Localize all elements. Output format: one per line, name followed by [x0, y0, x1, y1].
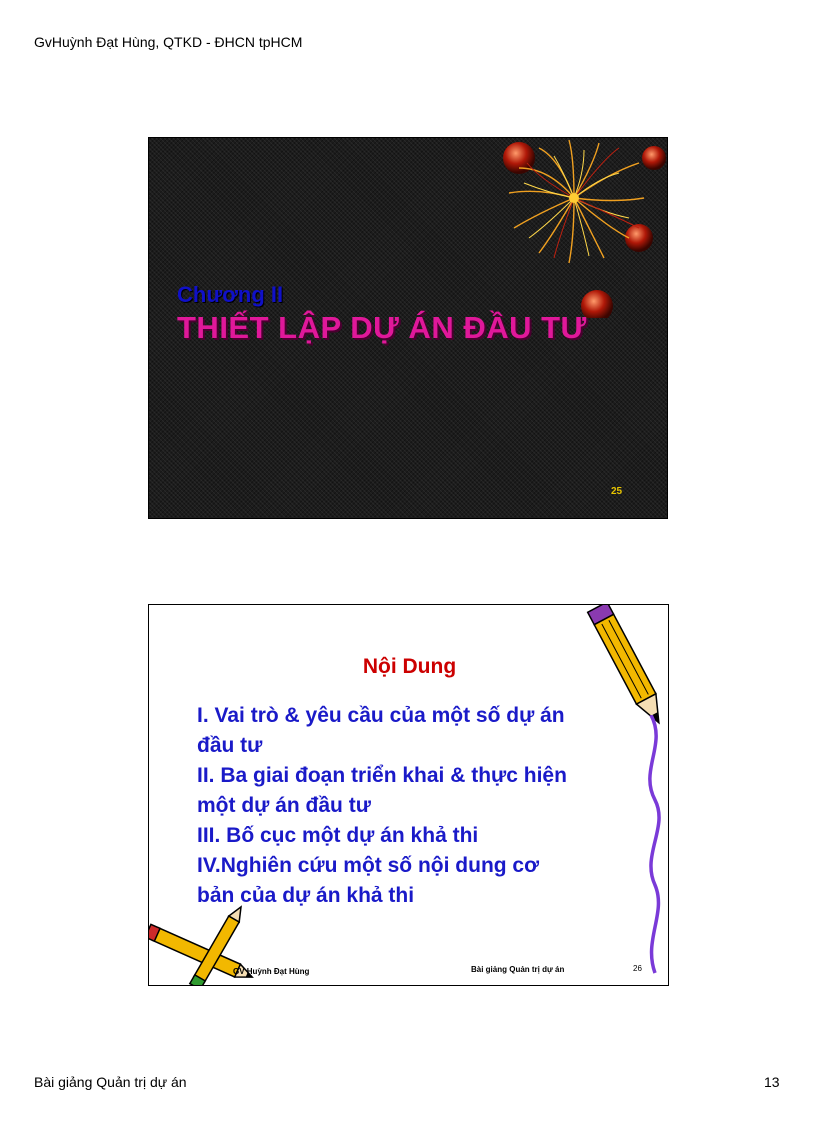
slide-title: THIẾT LẬP DỰ ÁN ĐẦU TƯ: [177, 310, 587, 345]
fireworks-flower-icon: [479, 138, 668, 318]
page-number: 13: [764, 1074, 780, 1090]
page-footer-title: Bài giảng Quản trị dự án: [34, 1074, 187, 1090]
list-item: một dự án đầu tư: [197, 794, 371, 817]
slide-footer-author: GV Huỳnh Đạt Hùng: [233, 967, 310, 976]
list-item: IV.Nghiên cứu một số nội dung cơ: [197, 854, 540, 877]
list-item: đầu tư: [197, 734, 263, 757]
list-item: I. Vai trò & yêu cầu của một số dự án: [197, 704, 565, 727]
list-item: III. Bố cục một dự án khả thi: [197, 824, 479, 847]
chapter-label: Chương II: [177, 282, 284, 307]
list-item: bản của dự án khả thi: [197, 884, 415, 907]
squiggle-line-icon: [637, 715, 669, 975]
slide-number: 26: [633, 964, 642, 973]
slide-number: 25: [611, 486, 623, 497]
slide-footer-course: Bài giảng Quản trị dự án: [471, 965, 565, 974]
slide-heading: Nội Dung: [362, 655, 457, 678]
slide-26: [148, 604, 669, 986]
page-header: GvHuỳnh Đạt Hùng, QTKD - ĐHCN tpHCM: [34, 34, 303, 50]
list-item: II. Ba giai đoạn triển khai & thực hiện: [197, 764, 567, 787]
slide-25: [148, 137, 668, 519]
content-list: [197, 701, 617, 911]
